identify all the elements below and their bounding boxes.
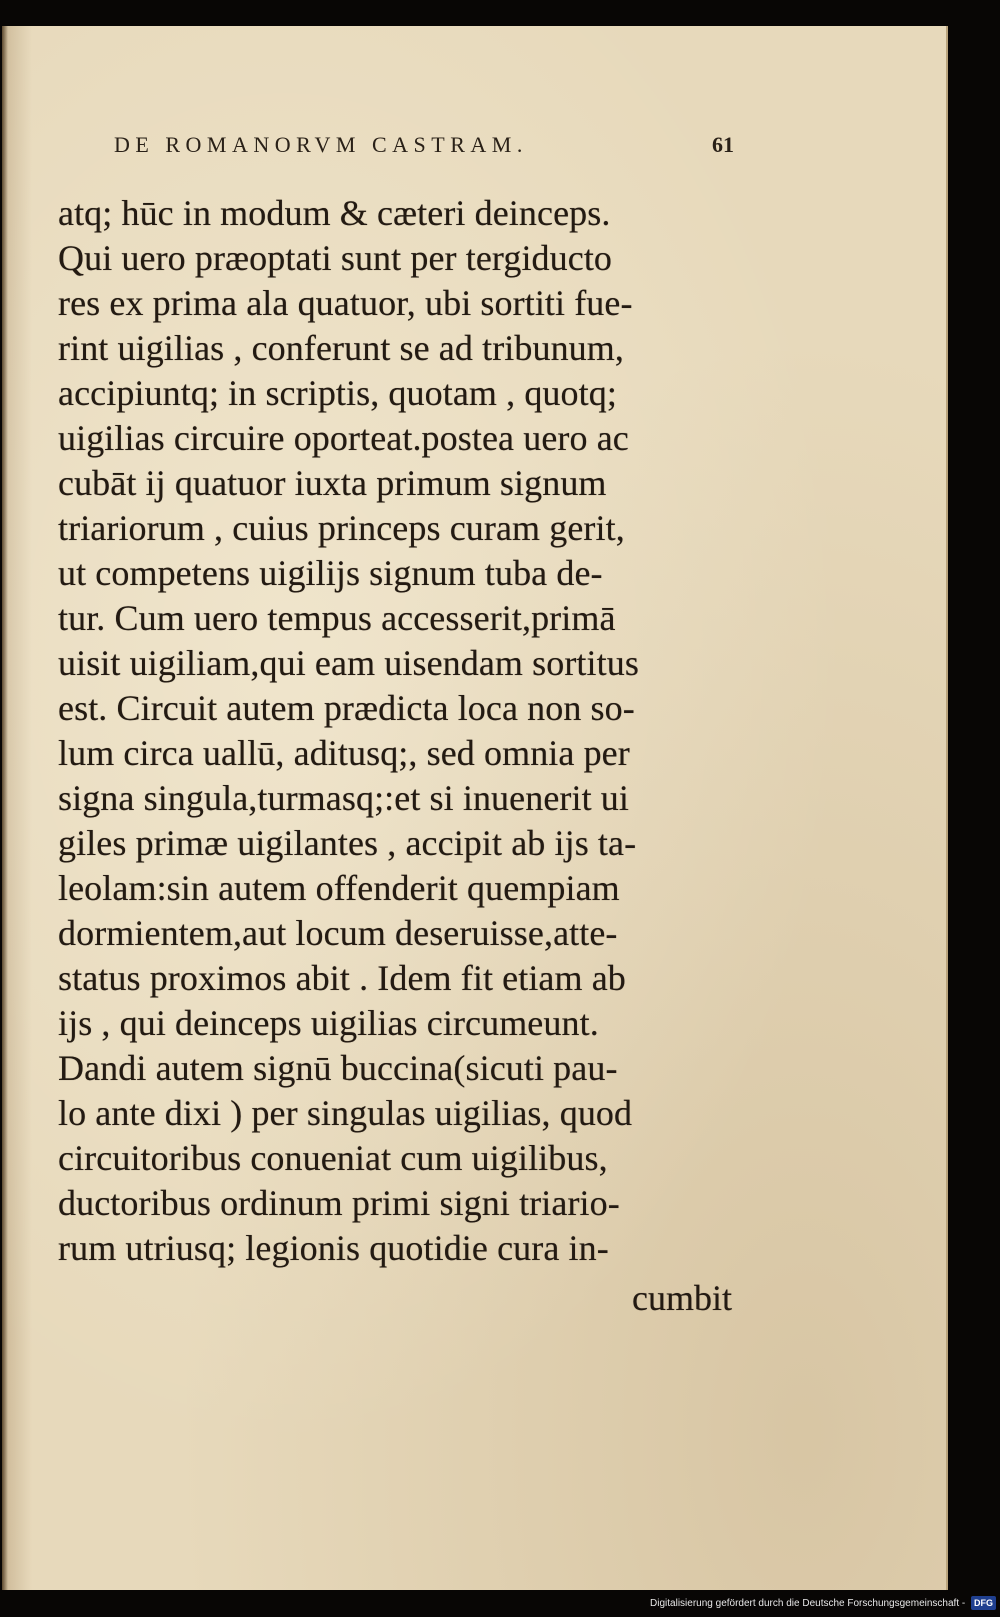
text-line: res ex prima ala quatuor, ubi sortiti fue- <box>58 283 633 323</box>
text-line: signa singula,turmasq;:et si inuenerit ui <box>58 778 630 818</box>
text-line: Dandi autem signū buccina(sicuti pau- <box>58 1048 618 1088</box>
text-line: dormientem,aut locum deseruisse,atte- <box>58 913 618 953</box>
text-line: lum circa uallū, aditusq;, sed omnia per <box>58 733 630 773</box>
text-line: giles primæ uigilantes , accipit ab ijs ta- <box>58 823 637 863</box>
text-line: rint uigilias , conferunt se ad tribunum, <box>58 328 624 368</box>
text-line: rum utriusq; legionis quotidie cura in- <box>58 1228 609 1268</box>
text-line: triariorum , cuius princeps curam gerit, <box>58 508 625 548</box>
text-line: status proximos abit . Idem fit etiam ab <box>58 958 626 998</box>
binding-edge <box>2 26 8 1590</box>
credit-text: Digitalisierung gefördert durch die Deutsche Forschungsgemeinschaft - <box>650 1598 966 1609</box>
text-line: tur. Cum uero tempus accesserit,primā <box>58 598 616 638</box>
text-line: ductoribus ordinum primi signi triario- <box>58 1183 620 1223</box>
text-line: ijs , qui deinceps uigilias circumeunt. <box>58 1003 599 1043</box>
running-head <box>114 132 734 166</box>
text-line: leolam:sin autem offenderit quempiam <box>58 868 620 908</box>
text-line: Qui uero præoptati sunt per tergiducto <box>58 238 613 278</box>
text-line: accipiuntq; in scriptis, quotam , quotq; <box>58 373 617 413</box>
dfg-logo: DFG <box>971 1596 996 1610</box>
text-line: circuitoribus conueniat cum uigilibus, <box>58 1138 608 1178</box>
text-line: lo ante dixi ) per singulas uigilias, quod <box>58 1093 633 1133</box>
text-line: ut competens uigilijs signum tuba de- <box>58 553 603 593</box>
text-line: atq; hūc in modum & cæteri deinceps. <box>58 193 611 233</box>
book-page <box>2 26 948 1590</box>
text-line: uisit uigiliam,qui eam uisendam sortitus <box>58 643 639 683</box>
page-number: 61 <box>712 132 734 157</box>
text-block <box>58 191 738 1271</box>
text-line: uigilias circuire oporteat.postea uero ac <box>58 418 629 458</box>
running-head-title: DE ROMANORVM CASTRAM. <box>114 132 528 157</box>
text-line: cubāt ij quatuor iuxta primum signum <box>58 463 607 503</box>
digitization-credit <box>650 1595 996 1613</box>
text-line: est. Circuit autem prædicta loca non so- <box>58 688 635 728</box>
catchword: cumbit <box>632 1278 732 1318</box>
